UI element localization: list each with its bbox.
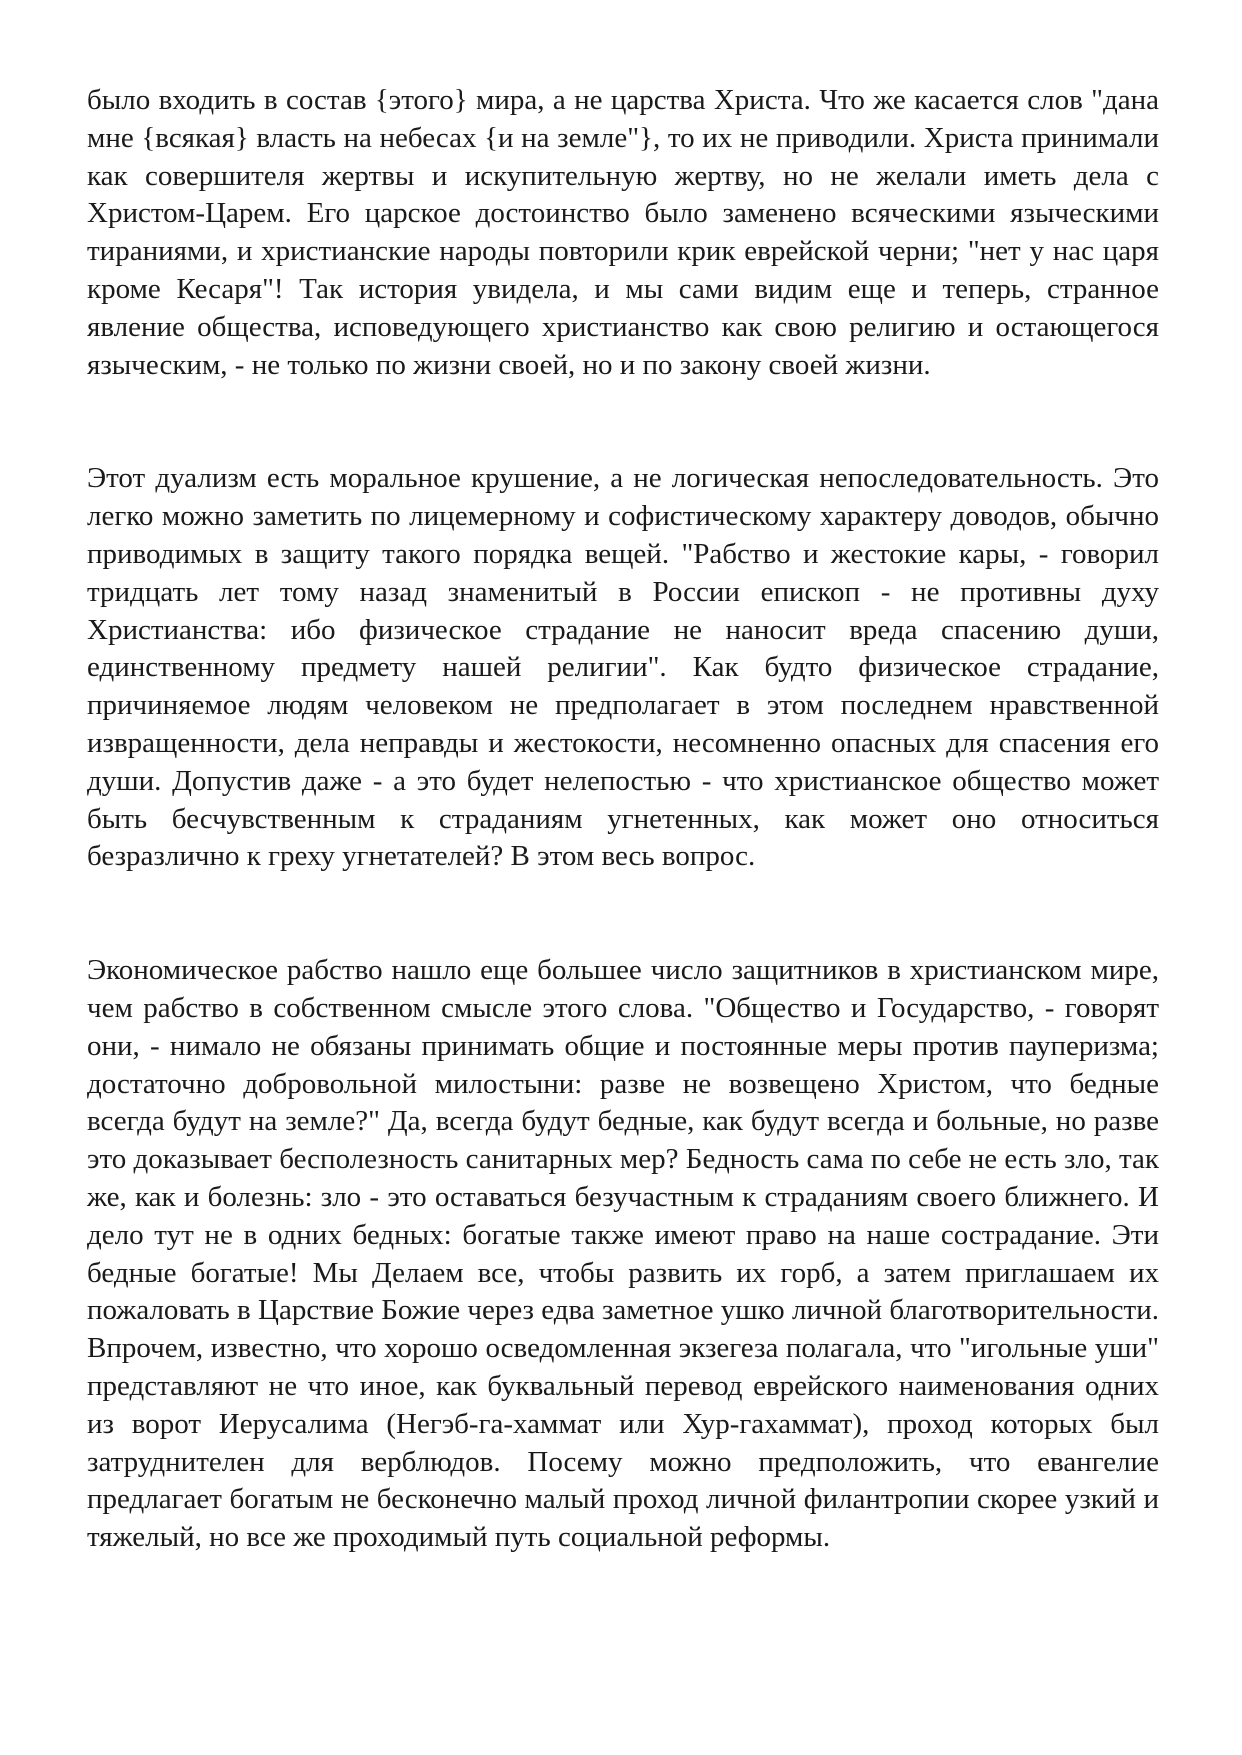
- text-body: [87, 82, 1159, 1557]
- paragraph: было входить в состав {этого} мира, а не царства Христа. Что же касается слов "дана мне {всякая} власть на небесах {и на земле"}, то их не приводили. Христа принимали как совершителя жертвы и искупительную жертву, но не желали иметь дела с Христом-Царем. Его царское достоинство было заменено всяческими языческими тираниями, и христианские народы повторили крик еврейской черни; "нет у нас царя кроме Кесаря"! Так история увидела, и мы сами видим еще и теперь, странное явление общества, исповедующего христианство как свою религию и остающегося языческим, - не только по жизни своей, но и по закону своей жизни.: [87, 84, 1159, 381]
- paragraph: Экономическое рабство нашло еще большее число защитников в христианском мире, чем рабство в собственном смысле этого слова. "Общество и Государство, - говорят они, - нимало не обязаны принимать общие и постоянные меры против пауперизма; достаточно добровольной милостыни: разве не возвещено Христом, что бедные всегда будут на земле?" Да, всегда будут бедные, как будут всегда и больные, но разве это доказывает бесполезность санитарных мер? Бедность сама по себе не есть зло, так же, как и болезнь: зло - это оставаться безучастным к страданиям своего ближнего. И дело тут не в одних бедных: богатые также имеют право на наше сострадание. Эти бедные богатые! Мы Делаем все, чтобы развить их горб, а затем приглашаем их пожаловать в Царствие Божие через едва заметное ушко личной благотворительности. Впрочем, известно, что хорошо осведомленная экзегеза полагала, что "игольные уши" представляют не что иное, как буквальный перевод еврейского наименования одних из ворот Иерусалима (Негэб-га-хаммат или Хур-гахаммат), проход которых был затруднителен для верблюдов. Посему можно предположить, что евангелие предлагает богатым не бесконечно малый проход личной филантропии скорее узкий и тяжелый, но все же проходимый путь социальной реформы.: [87, 954, 1159, 1554]
- paragraph: Этот дуализм есть моральное крушение, а не логическая непоследовательность. Это легко можно заметить по лицемерному и софистическому характеру доводов, обычно приводимых в защиту такого порядка вещей. "Рабство и жестокие кары, - говорил тридцать лет тому назад знаменитый в России епископ - не противны духу Христианства: ибо физическое страдание не наносит вреда спасению души, единственному предмету нашей религии". Как будто физическое страдание, причиняемое людям человеком не предполагает в этом последнем нравственной извращенности, дела неправды и жестокости, несомненно опасных для спасения его души. Допустив даже - а это будет нелепостью - что христианское общество может быть бесчувственным к страданиям угнетенных, как может оно относиться безразлично к греху угнетателей? В этом весь вопрос.: [87, 462, 1159, 873]
